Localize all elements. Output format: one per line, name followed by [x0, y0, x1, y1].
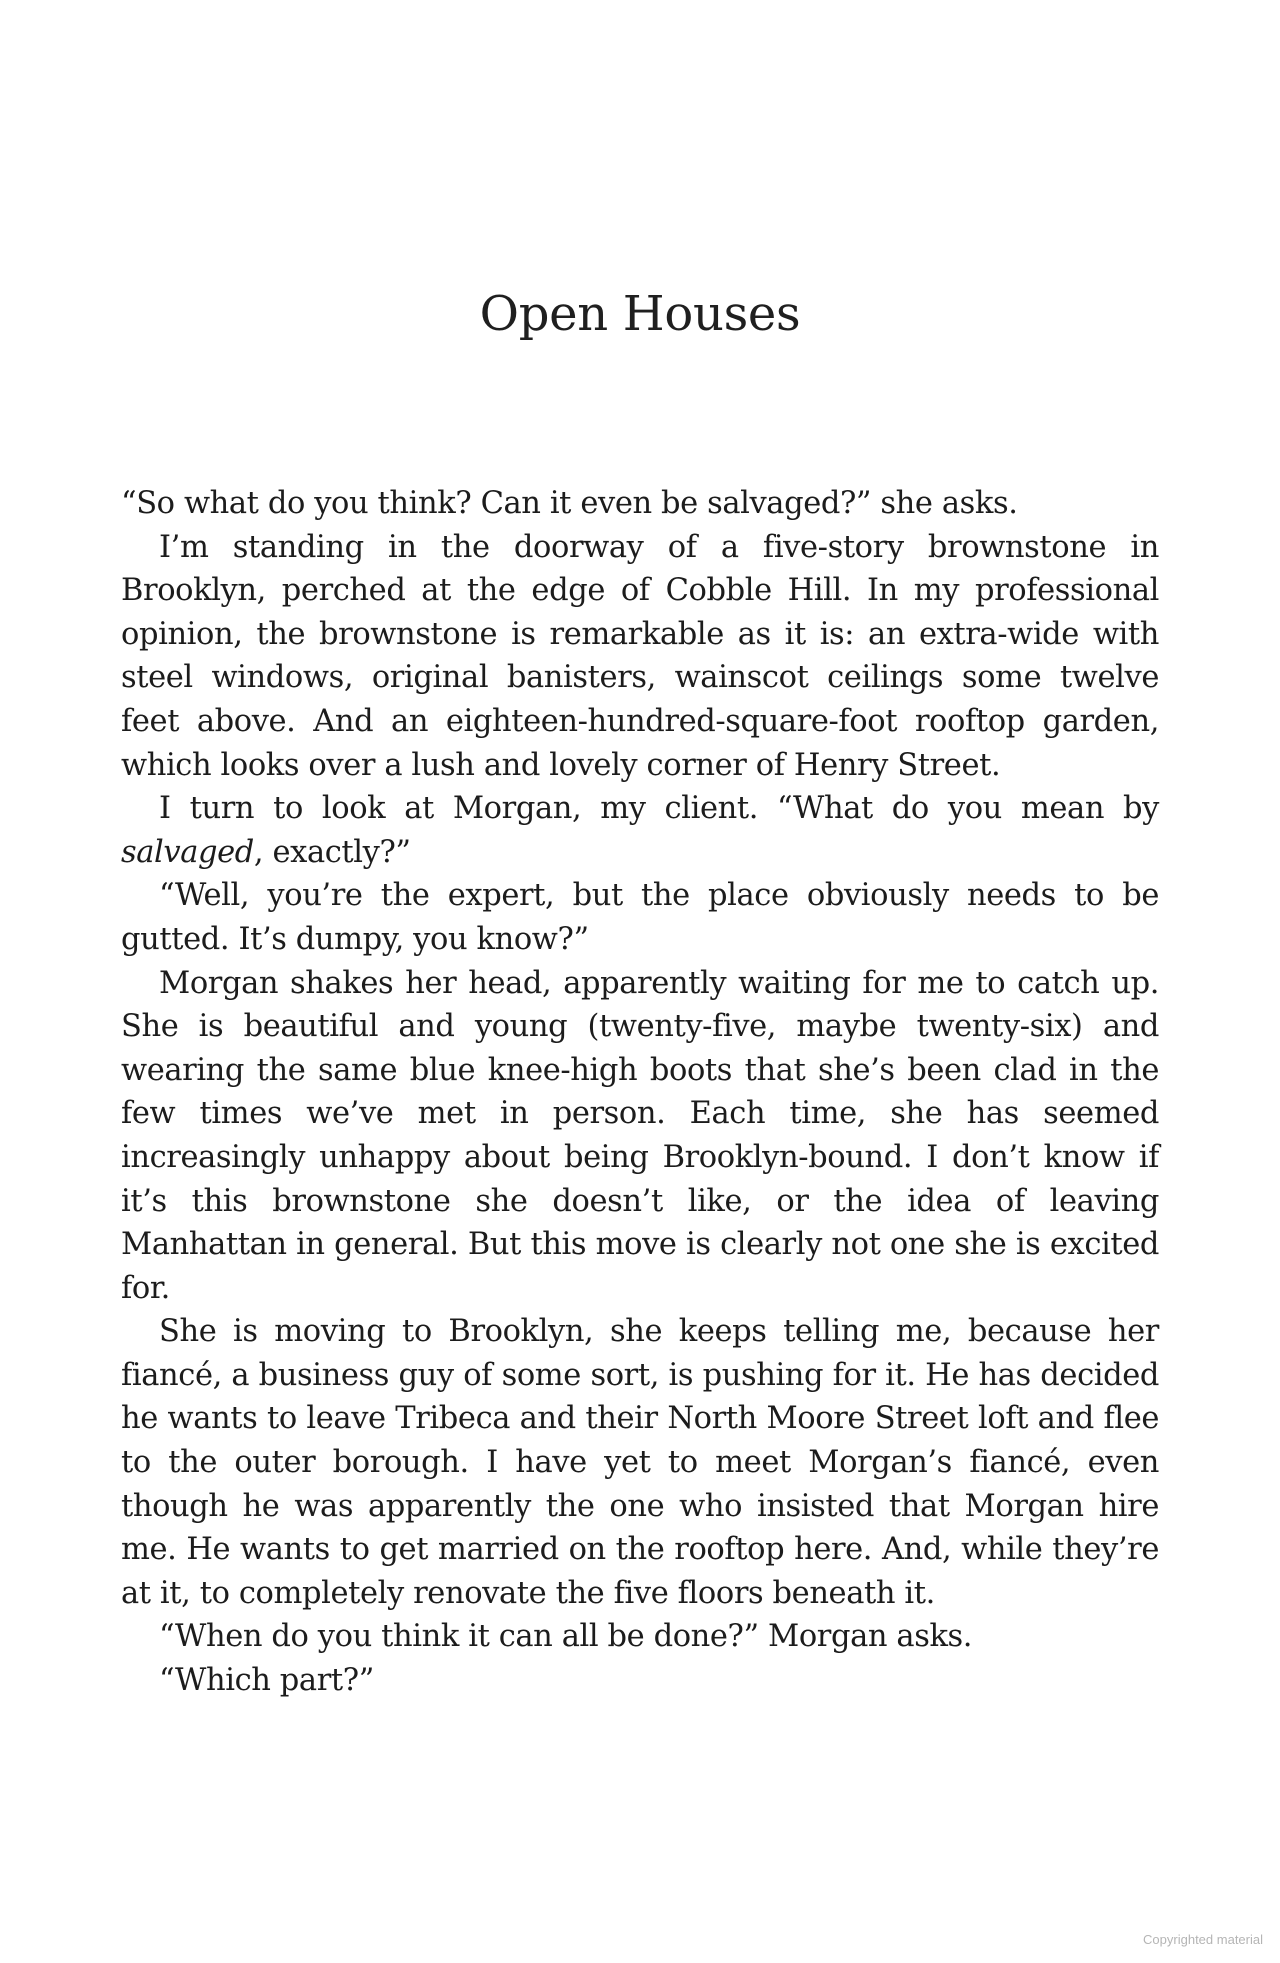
paragraph-4: “Well, you’re the expert, but the place obviously needs to be gutted. It’s dumpy, you know?” — [121, 878, 1159, 957]
paragraph-6: She is moving to Brooklyn, she keeps telling me, because her fiancé, a business guy of some sort, is pushing for it. He has decided he wants to leave Tribeca and their North Moore Street loft and flee to the outer borough. I have yet to meet Morgan’s fiancé, even though he was apparently the one who insisted that Morgan hire me. He wants to get married on the rooftop here. And, while they’re at it, to completely renovate the five floors beneath it. — [121, 1314, 1159, 1611]
paragraph-2: I’m standing in the doorway of a five-story brownstone in Brooklyn, perched at the edge of Cobble Hill. In my professional opinion, the brownstone is remarkable as it is: an extra-wide with steel windows, original banisters, wainscot ceilings some twelve feet above. And an eighteen-hundred-square-foot rooftop garden, which looks over a lush and lovely corner of Henry Street. — [121, 529, 1159, 783]
paragraph-3 — [121, 787, 1159, 874]
paragraph-3-end: , exactly?” — [253, 834, 411, 870]
paragraph-3-italic: salvaged — [121, 834, 254, 870]
chapter-body — [121, 482, 1159, 1703]
paragraph-8: “Which part?” — [159, 1663, 374, 1699]
paragraph-7: “When do you think it can all be done?” Morgan asks. — [159, 1619, 973, 1655]
chapter-title: Open Houses — [479, 286, 801, 342]
copyright-notice: Copyrighted material — [1143, 1932, 1263, 1947]
paragraph-3-start: I turn to look at Morgan, my client. “What do you mean by — [159, 791, 1159, 827]
paragraph-5: Morgan shakes her head, apparently waiting for me to catch up. She is beautiful and young (twenty-five, maybe twenty-six) and wearing the same blue knee-high boots that she’s been clad in the few times we’ve met in person. Each time, she has seemed increasingly unhappy about being Brooklyn-bound. I don’t know if it’s this brownstone she doesn’t like, or the idea of leaving Manhattan in general. But this move is clearly not one she is excited for. — [121, 965, 1159, 1306]
paragraph-1: “So what do you think? Can it even be salvaged?” she asks. — [121, 486, 1018, 521]
